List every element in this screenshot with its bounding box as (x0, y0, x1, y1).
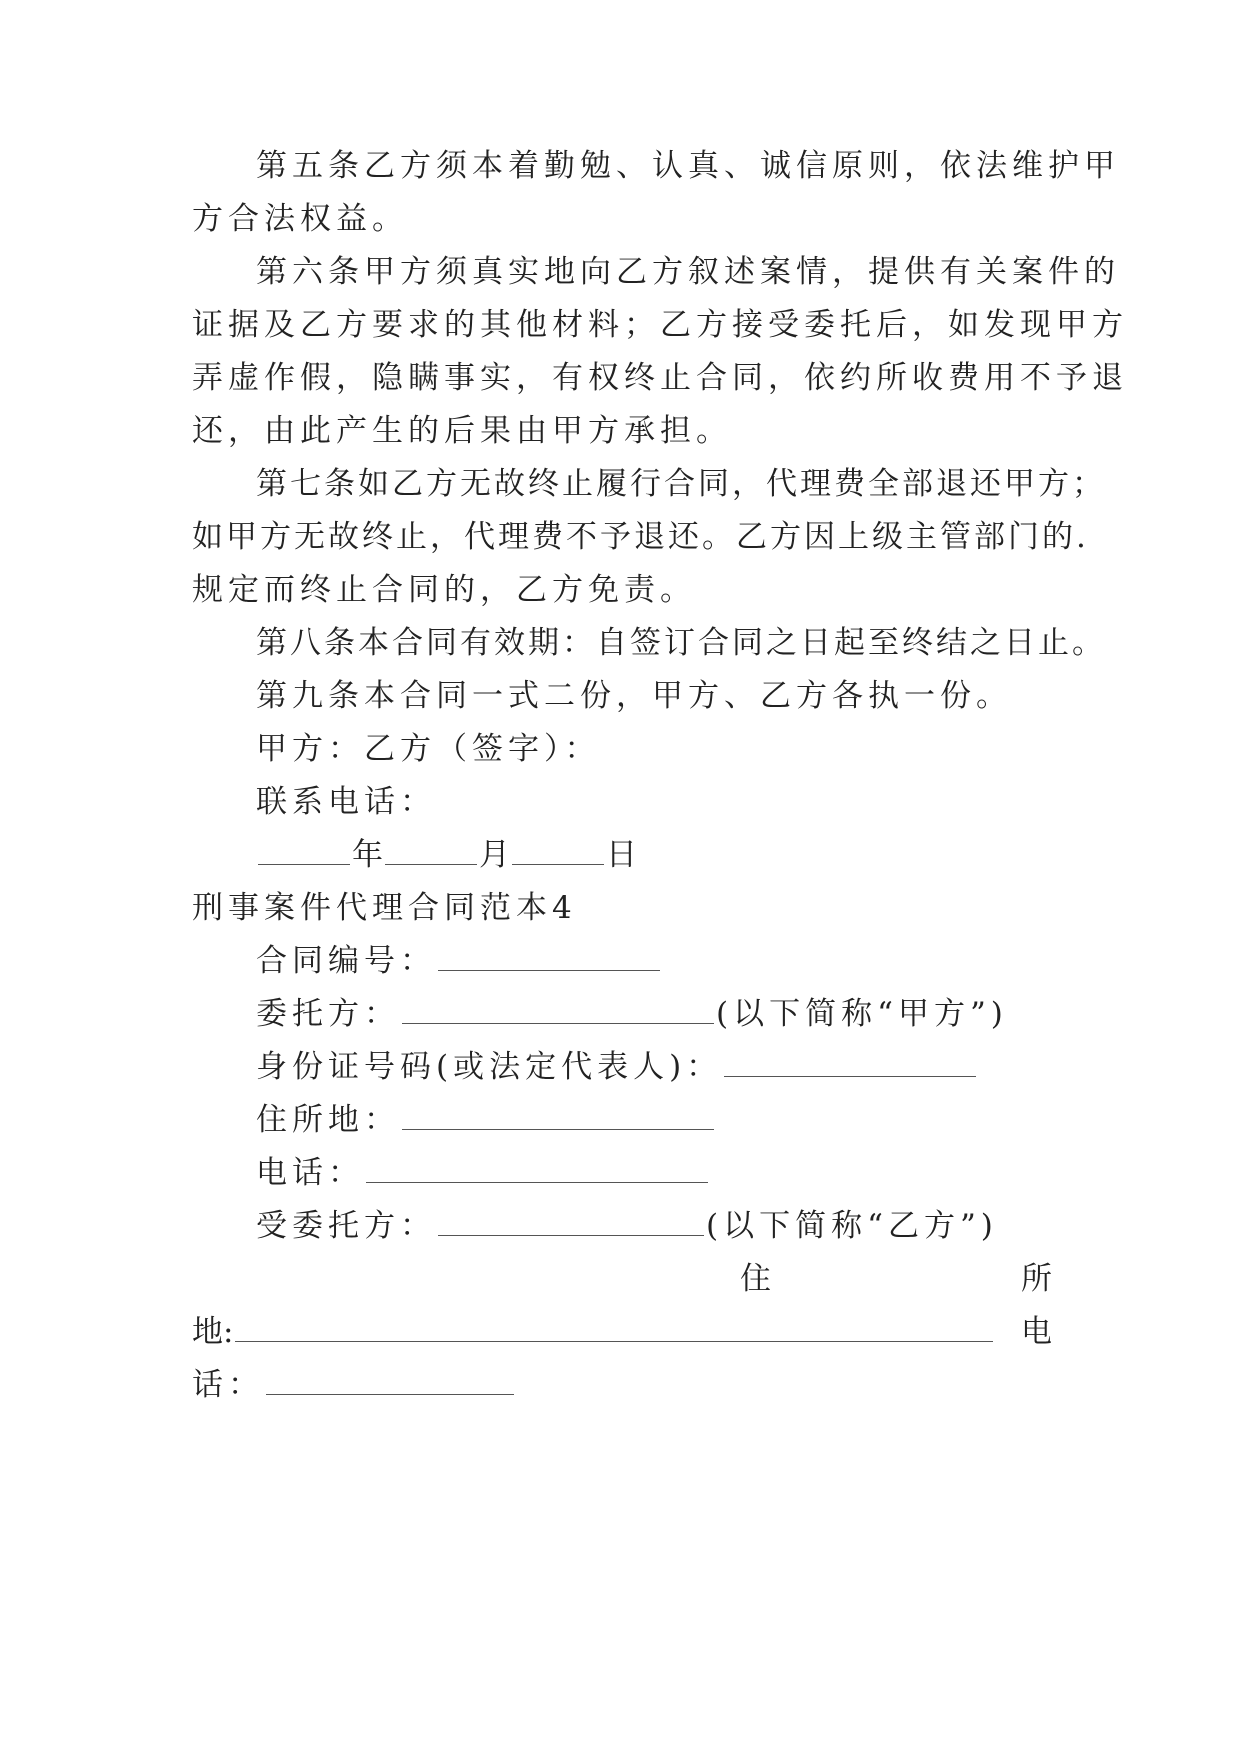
clause-6-line-2: 证据及乙方要求的其他材料；乙方接受委托后，如发现甲方 (192, 307, 1128, 343)
agent-row (256, 1206, 1116, 1246)
agent-address-suo: 所 (1021, 1261, 1052, 1297)
client-row (256, 994, 1116, 1034)
clause-6-line-3: 弄虚作假，隐瞒事实，有权终止合同，依约所收费用不予退 (192, 360, 1128, 396)
signature-phone: 联系电话： (256, 784, 436, 820)
signature-parties: 甲方：乙方（签字）： (256, 731, 601, 767)
year-blank[interactable] (258, 836, 350, 865)
clause-6-line-1: 第六条甲方须真实地向乙方叙述案情，提供有关案件的 (256, 254, 1120, 290)
signature-date (256, 835, 1116, 875)
agent-phone-dian: 电 (1021, 1314, 1052, 1350)
agent-blank[interactable] (438, 1207, 704, 1236)
contract-no-row (256, 941, 1116, 981)
agent-phone-hua: 话： (192, 1367, 264, 1403)
clause-5-line-2: 方合法权益。 (192, 201, 408, 237)
clause-8: 第八条本合同有效期：自签订合同之日起至终结之日止。 (256, 625, 1106, 661)
id-label: 身份证号码(或法定代表人)： (256, 1049, 723, 1085)
clause-6-line-4: 还，由此产生的后果由甲方承担。 (192, 413, 732, 449)
id-blank[interactable] (724, 1048, 976, 1077)
client-blank[interactable] (402, 995, 714, 1024)
year-label: 年 (352, 837, 383, 873)
agent-label: 受委托方： (256, 1208, 436, 1244)
clause-9: 第九条本合同一式二份，甲方、乙方各执一份。 (256, 678, 1012, 714)
phone-blank[interactable] (366, 1154, 708, 1183)
address-row (256, 1100, 1116, 1140)
clause-7-line-1: 第七条如乙方无故终止履行合同，代理费全部退还甲方； (256, 466, 1106, 502)
id-row (256, 1047, 1116, 1087)
agent-address-zhu: 住 (740, 1261, 771, 1297)
agent-address-row (192, 1312, 1052, 1352)
clause-5-line-1: 第五条乙方须本着勤勉、认真、诚信原则，依法维护甲 (256, 148, 1120, 184)
agent-address-blank[interactable] (235, 1313, 993, 1342)
day-label: 日 (606, 837, 637, 873)
phone-label: 电话： (256, 1155, 364, 1191)
client-suffix: (以下简称“甲方”) (716, 996, 1008, 1032)
month-label: 月 (479, 837, 510, 873)
section-title: 刑事案件代理合同范本4 (192, 890, 577, 926)
agent-suffix: (以下简称“乙方”) (706, 1208, 998, 1244)
address-label: 住所地： (256, 1102, 400, 1138)
agent-phone-row (192, 1365, 1052, 1405)
clause-7-line-3: 规定而终止合同的，乙方免责。 (192, 572, 696, 608)
clause-7-line-2: 如甲方无故终止，代理费不予退还。乙方因上级主管部门的. (192, 519, 1089, 555)
agent-phone-blank[interactable] (266, 1366, 514, 1395)
agent-address-heading (740, 1259, 1052, 1299)
month-blank[interactable] (385, 836, 477, 865)
client-label: 委托方： (256, 996, 400, 1032)
agent-address-di: 地: (192, 1314, 234, 1350)
contract-no-label: 合同编号： (256, 943, 436, 979)
address-blank[interactable] (402, 1101, 714, 1130)
phone-row (256, 1153, 1116, 1193)
contract-no-blank[interactable] (438, 942, 660, 971)
day-blank[interactable] (512, 836, 604, 865)
